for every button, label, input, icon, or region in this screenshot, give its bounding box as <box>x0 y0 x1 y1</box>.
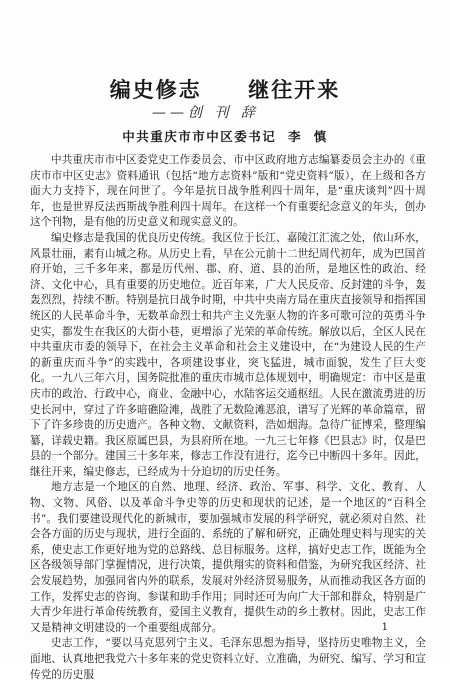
paragraph-history: 编史修志是我国的优良历史传统。我区位于长江、嘉陵江汇流之处，依山环水，风景壮丽，素有山城之称。从历史上看，早在公元前十二世纪周代初年，成为巴国首府开始，三千多年来，都是历代州、郡、府、道、县的治所，是地区性的政治、经济、文化中心，具有重要的历史地位。近百年来，广大人民反帝、反封建的斗争，轰轰烈烈，持续不断。特别是抗日战争时期，中共中央南方局在重庆直接领导和指挥国统区的人民革命斗争，无数革命烈士和共产主义先驱人物的许多可歌可泣的英勇斗争史实，都发生在我区的大街小巷，更增添了光荣的革命传统。解放以后，全区人民在中共重庆市委的领导下，在社会主义革命和社会主义建设中，在“为建设人民的生产的新重庆而斗争”的实践中，各项建设事业，突飞猛进，城市面貌，发生了巨大变化。一九八三年六月，国务院批准的重庆市城市总体规划中，明确规定：市中区是重庆市的政治、行政中心，商业、金融中心，水陆客运交通枢纽。人民在激流勇进的历史长河中，穿过了许多暗礁险滩，战胜了无数险滩恶浪，谱写了光辉的革命篇章，留下了许多珍贵的历史遗产。各种文物、文献资料，浩如烟海。急待广征博采，整理编纂，详载史籍。我区原属巴县，为县府所在地。一九三七年修《巴县志》时，仅是巴县的一个部分。建国三十多年来，修志工作没有进行，迄今已中断四十多年。因此，继往开来，编史修志，已经成为十分迫切的历史任务。 <box>30 231 426 478</box>
article-subtitle: ——创 刊 辞 <box>152 105 259 121</box>
paragraph-local-chronicle: 地方志是一个地区的自然、地理、经济、政治、军事、科学、文化、教育、人物、文物、风俗、以及革命斗争史等的历史和现状的记述，是一个地区的“百科全书”。我们要建设现代化的新城市，要加强城市发展的科学研究，就必须对自然、社会各方面的历史与现状，进行全面的、系统的了解和研究，正确处理史料与现实的关系，使史志工作更好地为党的总路线、总目标服务。这样，搞好史志工作，既能为全区各级领导部门掌握情况，进行决策，提供翔实的资料和借鉴，为研究我区经济、社会发展趋势，加强同省内外的联系，发展对外经济贸易服务，从而推动我区各方面的工作，发挥史志的咨询、参谋和助手作用；同时还可为向广大干部和群众，特别是广大青少年进行革命传统教育，爱国主义教育，提供生动的乡土教材。因此，史志工作又是精神文明建设的一个重要组成部分。 <box>30 481 426 634</box>
page-number: 1 <box>381 622 388 633</box>
paragraph-history-work: 史志工作，“要以马克思列宁主义、毛泽东思想为指导，坚持历史唯物主义，全面地、认真地把我党六十多年来的党史资料立好、立准确，为研究、编写、学习和宣传党的历史服 <box>30 637 426 681</box>
article-body <box>30 153 426 683</box>
article-author: 中共重庆市市中区委书记 李 慎 <box>122 129 328 144</box>
article-title: 编史修志 继往开来 <box>109 78 341 102</box>
paragraph-intro: 中共重庆市市中区委党史工作委员会、市中区政府地方志编纂委员会主办的《重庆市市中区史志》资料通讯（包括“地方志资料”版和“党史资料”版），在上级和各方面大力支持下，现在问世了。今年是抗日战争胜利四十周年，是“重庆谈判”四十周年，也是世界反法西斯战争胜利四十周年。在这样一个有重要纪念意义的年头，创办这个刊物，是有他的历史意义和现实意义的。 <box>30 154 426 229</box>
